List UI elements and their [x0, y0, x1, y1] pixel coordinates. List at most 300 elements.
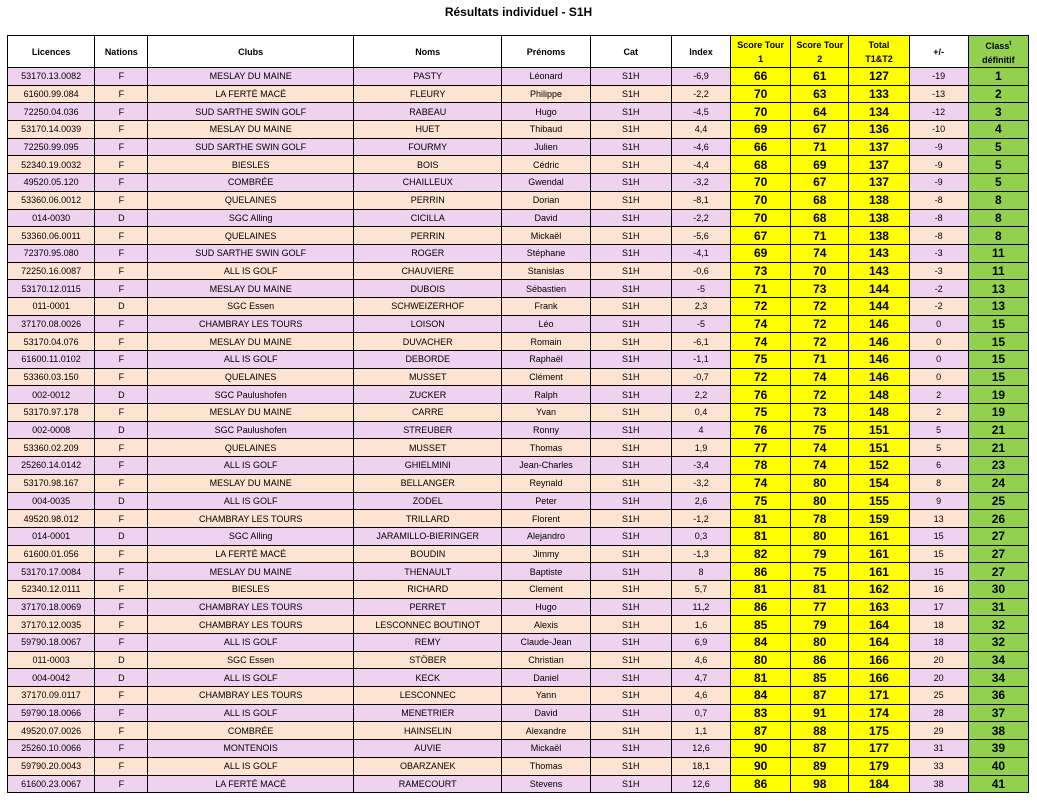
cell-nom: HUET: [353, 121, 501, 139]
header-row: [8, 36, 1029, 68]
cell-licence: 004-0042: [8, 669, 95, 687]
cell-prenom: Romain: [502, 333, 590, 351]
header-class-sup: t: [1009, 40, 1012, 47]
cell-nom: MUSSET: [353, 368, 501, 386]
table-row: [8, 121, 1029, 139]
header-class-line1: Class: [985, 40, 1010, 51]
cell-plus-minus: 25: [909, 687, 968, 705]
cell-total: 138: [849, 227, 909, 245]
cell-cat: S1H: [590, 386, 671, 404]
cell-total: 137: [849, 174, 909, 192]
table-row: [8, 651, 1029, 669]
cell-plus-minus: 0: [909, 368, 968, 386]
cell-classement: 19: [968, 404, 1028, 422]
cell-index: -1,2: [671, 510, 730, 528]
cell-plus-minus: 5: [909, 421, 968, 439]
table-row: [8, 386, 1029, 404]
cell-index: -3,4: [671, 457, 730, 475]
cell-prenom: Clément: [502, 368, 590, 386]
cell-club: QUELAINES: [148, 227, 354, 245]
cell-score-tour-1: 70: [731, 191, 791, 209]
cell-nation: F: [95, 174, 148, 192]
cell-plus-minus: 29: [909, 722, 968, 740]
cell-plus-minus: -2: [909, 280, 968, 298]
cell-licence: 61600.01.056: [8, 545, 95, 563]
cell-licence: 53360.06.0011: [8, 227, 95, 245]
cell-prenom: Stéphane: [502, 244, 590, 262]
cell-index: 0,3: [671, 527, 730, 545]
cell-prenom: David: [502, 704, 590, 722]
cell-plus-minus: 15: [909, 527, 968, 545]
header-prenoms: Prénoms: [502, 36, 590, 68]
cell-club: QUELAINES: [148, 191, 354, 209]
cell-classement: 15: [968, 368, 1028, 386]
cell-nom: LESCONNEC BOUTINOT: [353, 616, 501, 634]
cell-score-tour-2: 75: [791, 421, 849, 439]
results-table: [7, 35, 1029, 793]
cell-nation: F: [95, 262, 148, 280]
cell-prenom: Stanislas: [502, 262, 590, 280]
cell-cat: S1H: [590, 156, 671, 174]
cell-classement: 11: [968, 262, 1028, 280]
cell-prenom: Raphaël: [502, 351, 590, 369]
cell-index: 12,6: [671, 740, 730, 758]
results-body: [8, 68, 1029, 793]
cell-cat: S1H: [590, 563, 671, 581]
cell-cat: S1H: [590, 580, 671, 598]
cell-nation: F: [95, 740, 148, 758]
cell-score-tour-1: 67: [731, 227, 791, 245]
cell-prenom: Cédric: [502, 156, 590, 174]
cell-score-tour-1: 75: [731, 492, 791, 510]
cell-nom: ZUCKER: [353, 386, 501, 404]
cell-score-tour-2: 86: [791, 651, 849, 669]
cell-score-tour-1: 86: [731, 775, 791, 793]
cell-score-tour-1: 82: [731, 545, 791, 563]
cell-index: -5: [671, 280, 730, 298]
cell-total: 161: [849, 563, 909, 581]
cell-prenom: Florent: [502, 510, 590, 528]
cell-cat: S1H: [590, 687, 671, 705]
cell-club: SUD SARTHE SWIN GOLF: [148, 138, 354, 156]
cell-classement: 30: [968, 580, 1028, 598]
cell-score-tour-1: 81: [731, 669, 791, 687]
cell-index: 2,2: [671, 386, 730, 404]
cell-plus-minus: -9: [909, 156, 968, 174]
cell-plus-minus: 2: [909, 404, 968, 422]
cell-index: -5: [671, 315, 730, 333]
table-row: [8, 103, 1029, 121]
cell-licence: 53170.04.076: [8, 333, 95, 351]
cell-prenom: Thomas: [502, 757, 590, 775]
cell-classement: 15: [968, 315, 1028, 333]
cell-classement: 21: [968, 439, 1028, 457]
cell-classement: 2: [968, 85, 1028, 103]
cell-nom: CARRE: [353, 404, 501, 422]
cell-nom: CHAUVIERE: [353, 262, 501, 280]
cell-total: 146: [849, 315, 909, 333]
cell-licence: 72250.99.095: [8, 138, 95, 156]
cell-licence: 37170.12.0035: [8, 616, 95, 634]
cell-plus-minus: -8: [909, 209, 968, 227]
cell-cat: S1H: [590, 103, 671, 121]
cell-licence: 72250.04.036: [8, 103, 95, 121]
cell-classement: 27: [968, 545, 1028, 563]
cell-classement: 40: [968, 757, 1028, 775]
cell-nation: F: [95, 351, 148, 369]
cell-score-tour-2: 74: [791, 368, 849, 386]
cell-index: 4,6: [671, 687, 730, 705]
cell-licence: 52340.12.0111: [8, 580, 95, 598]
cell-index: 2,6: [671, 492, 730, 510]
cell-nation: F: [95, 563, 148, 581]
cell-licence: 49520.07.0026: [8, 722, 95, 740]
cell-total: 164: [849, 634, 909, 652]
cell-licence: 53170.97.178: [8, 404, 95, 422]
cell-score-tour-1: 70: [731, 103, 791, 121]
cell-cat: S1H: [590, 598, 671, 616]
cell-club: CHAMBRAY LES TOURS: [148, 616, 354, 634]
cell-licence: 53170.14.0039: [8, 121, 95, 139]
header-class-line2: définitif: [982, 54, 1015, 65]
cell-score-tour-2: 81: [791, 580, 849, 598]
cell-index: 1,9: [671, 439, 730, 457]
cell-total: 154: [849, 474, 909, 492]
cell-nation: F: [95, 333, 148, 351]
cell-prenom: Thomas: [502, 439, 590, 457]
cell-nom: BOIS: [353, 156, 501, 174]
header-t1-line2: 1: [758, 53, 764, 64]
cell-nation: F: [95, 138, 148, 156]
cell-classement: 32: [968, 616, 1028, 634]
cell-index: -8,1: [671, 191, 730, 209]
cell-cat: S1H: [590, 704, 671, 722]
cell-score-tour-1: 74: [731, 333, 791, 351]
cell-classement: 24: [968, 474, 1028, 492]
cell-score-tour-1: 70: [731, 174, 791, 192]
cell-classement: 5: [968, 156, 1028, 174]
cell-cat: S1H: [590, 616, 671, 634]
cell-index: -2,2: [671, 209, 730, 227]
cell-total: 144: [849, 280, 909, 298]
table-row: [8, 297, 1029, 315]
header-score-tour-2: [791, 36, 849, 68]
cell-licence: 53170.12.0115: [8, 280, 95, 298]
cell-cat: S1H: [590, 421, 671, 439]
cell-total: 148: [849, 404, 909, 422]
cell-index: 4,6: [671, 651, 730, 669]
cell-classement: 21: [968, 421, 1028, 439]
cell-nom: LOISON: [353, 315, 501, 333]
cell-score-tour-2: 80: [791, 527, 849, 545]
header-score-tour-1: [731, 36, 791, 68]
cell-plus-minus: 20: [909, 669, 968, 687]
cell-plus-minus: -3: [909, 244, 968, 262]
cell-licence: 61600.99.084: [8, 85, 95, 103]
cell-index: 4,7: [671, 669, 730, 687]
cell-plus-minus: -19: [909, 68, 968, 86]
table-row: [8, 757, 1029, 775]
header-plus-minus: +/-: [909, 36, 968, 68]
cell-plus-minus: 0: [909, 315, 968, 333]
cell-score-tour-2: 78: [791, 510, 849, 528]
cell-prenom: Ronny: [502, 421, 590, 439]
cell-club: QUELAINES: [148, 439, 354, 457]
cell-club: MESLAY DU MAINE: [148, 333, 354, 351]
cell-prenom: Claude-Jean: [502, 634, 590, 652]
cell-score-tour-2: 67: [791, 121, 849, 139]
cell-plus-minus: 33: [909, 757, 968, 775]
cell-nom: REMY: [353, 634, 501, 652]
cell-total: 162: [849, 580, 909, 598]
cell-score-tour-2: 79: [791, 545, 849, 563]
cell-index: -3,2: [671, 174, 730, 192]
cell-prenom: Peter: [502, 492, 590, 510]
header-t2-line2: 2: [817, 53, 823, 64]
cell-prenom: Hugo: [502, 598, 590, 616]
cell-nation: F: [95, 85, 148, 103]
cell-index: 8: [671, 563, 730, 581]
cell-classement: 15: [968, 351, 1028, 369]
table-row: [8, 474, 1029, 492]
cell-nom: STREUBER: [353, 421, 501, 439]
cell-nom: AUVIE: [353, 740, 501, 758]
table-row: [8, 580, 1029, 598]
cell-index: -4,4: [671, 156, 730, 174]
cell-score-tour-2: 73: [791, 280, 849, 298]
cell-prenom: Thibaud: [502, 121, 590, 139]
cell-licence: 011-0003: [8, 651, 95, 669]
cell-score-tour-1: 74: [731, 315, 791, 333]
cell-nom: DUBOIS: [353, 280, 501, 298]
header-clubs: Clubs: [148, 36, 354, 68]
cell-nation: F: [95, 103, 148, 121]
cell-club: SGC Alling: [148, 209, 354, 227]
cell-index: 2,3: [671, 297, 730, 315]
cell-score-tour-1: 85: [731, 616, 791, 634]
cell-prenom: Frank: [502, 297, 590, 315]
cell-nation: D: [95, 669, 148, 687]
cell-cat: S1H: [590, 740, 671, 758]
cell-total: 143: [849, 262, 909, 280]
cell-club: SGC Paulushofen: [148, 421, 354, 439]
cell-index: -4,6: [671, 138, 730, 156]
table-row: [8, 262, 1029, 280]
cell-cat: S1H: [590, 510, 671, 528]
cell-index: 0,7: [671, 704, 730, 722]
cell-prenom: Daniel: [502, 669, 590, 687]
cell-total: 179: [849, 757, 909, 775]
cell-nom: MUSSET: [353, 439, 501, 457]
cell-cat: S1H: [590, 121, 671, 139]
cell-licence: 002-0008: [8, 421, 95, 439]
cell-cat: S1H: [590, 492, 671, 510]
header-total-line1: Total: [868, 39, 890, 50]
cell-nation: F: [95, 368, 148, 386]
cell-cat: S1H: [590, 368, 671, 386]
cell-cat: S1H: [590, 315, 671, 333]
table-row: [8, 68, 1029, 86]
cell-cat: S1H: [590, 651, 671, 669]
cell-cat: S1H: [590, 68, 671, 86]
table-row: [8, 634, 1029, 652]
cell-nom: RAMECOURT: [353, 775, 501, 793]
cell-score-tour-1: 70: [731, 85, 791, 103]
cell-club: QUELAINES: [148, 368, 354, 386]
cell-score-tour-2: 87: [791, 740, 849, 758]
table-row: [8, 138, 1029, 156]
cell-prenom: Léonard: [502, 68, 590, 86]
cell-nation: F: [95, 244, 148, 262]
cell-licence: 004-0035: [8, 492, 95, 510]
cell-score-tour-1: 86: [731, 598, 791, 616]
cell-score-tour-1: 90: [731, 757, 791, 775]
table-row: [8, 421, 1029, 439]
cell-licence: 59790.18.0067: [8, 634, 95, 652]
cell-plus-minus: 28: [909, 704, 968, 722]
cell-nation: D: [95, 527, 148, 545]
cell-nation: F: [95, 722, 148, 740]
cell-licence: 53360.02.209: [8, 439, 95, 457]
cell-prenom: Gwendal: [502, 174, 590, 192]
cell-cat: S1H: [590, 722, 671, 740]
cell-cat: S1H: [590, 174, 671, 192]
cell-cat: S1H: [590, 85, 671, 103]
cell-nation: F: [95, 315, 148, 333]
cell-total: 134: [849, 103, 909, 121]
cell-club: CHAMBRAY LES TOURS: [148, 687, 354, 705]
cell-plus-minus: 2: [909, 386, 968, 404]
cell-prenom: Alejandro: [502, 527, 590, 545]
cell-total: 166: [849, 669, 909, 687]
cell-total: 138: [849, 191, 909, 209]
cell-cat: S1H: [590, 297, 671, 315]
cell-total: 171: [849, 687, 909, 705]
cell-index: 0,4: [671, 404, 730, 422]
cell-club: ALL IS GOLF: [148, 669, 354, 687]
cell-plus-minus: 5: [909, 439, 968, 457]
table-row: [8, 510, 1029, 528]
table-row: [8, 85, 1029, 103]
cell-index: 6,9: [671, 634, 730, 652]
cell-nation: D: [95, 421, 148, 439]
cell-plus-minus: 20: [909, 651, 968, 669]
cell-licence: 37170.08.0026: [8, 315, 95, 333]
cell-licence: 49520.05.120: [8, 174, 95, 192]
cell-licence: 37170.18.0069: [8, 598, 95, 616]
header-index: Index: [671, 36, 730, 68]
cell-nom: ROGER: [353, 244, 501, 262]
header-t2-line1: Score Tour: [796, 39, 844, 50]
cell-licence: 37170.09.0117: [8, 687, 95, 705]
table-row: [8, 669, 1029, 687]
cell-nom: KECK: [353, 669, 501, 687]
table-row: [8, 191, 1029, 209]
cell-plus-minus: 9: [909, 492, 968, 510]
header-cat: Cat: [590, 36, 671, 68]
cell-total: 133: [849, 85, 909, 103]
cell-nom: MENETRIER: [353, 704, 501, 722]
cell-score-tour-2: 61: [791, 68, 849, 86]
cell-classement: 27: [968, 527, 1028, 545]
cell-score-tour-2: 73: [791, 404, 849, 422]
cell-cat: S1H: [590, 333, 671, 351]
cell-club: ALL IS GOLF: [148, 757, 354, 775]
cell-score-tour-2: 72: [791, 315, 849, 333]
cell-total: 151: [849, 421, 909, 439]
cell-score-tour-2: 89: [791, 757, 849, 775]
cell-plus-minus: 16: [909, 580, 968, 598]
cell-score-tour-1: 68: [731, 156, 791, 174]
cell-nation: F: [95, 634, 148, 652]
cell-nom: BELLANGER: [353, 474, 501, 492]
cell-licence: 002-0012: [8, 386, 95, 404]
header-t1-line1: Score Tour: [737, 39, 785, 50]
cell-cat: S1H: [590, 262, 671, 280]
cell-plus-minus: 0: [909, 333, 968, 351]
table-row: [8, 687, 1029, 705]
cell-classement: 34: [968, 651, 1028, 669]
cell-classement: 13: [968, 280, 1028, 298]
cell-classement: 5: [968, 174, 1028, 192]
cell-index: 11,2: [671, 598, 730, 616]
cell-cat: S1H: [590, 669, 671, 687]
cell-nation: F: [95, 757, 148, 775]
cell-score-tour-1: 87: [731, 722, 791, 740]
cell-prenom: Christian: [502, 651, 590, 669]
cell-total: 146: [849, 368, 909, 386]
cell-score-tour-1: 69: [731, 244, 791, 262]
table-row: [8, 616, 1029, 634]
cell-licence: 53170.98.167: [8, 474, 95, 492]
cell-index: 18,1: [671, 757, 730, 775]
cell-index: 1,6: [671, 616, 730, 634]
cell-classement: 1: [968, 68, 1028, 86]
cell-licence: 25260.10.0066: [8, 740, 95, 758]
cell-total: 127: [849, 68, 909, 86]
cell-score-tour-2: 75: [791, 563, 849, 581]
cell-prenom: Alexis: [502, 616, 590, 634]
table-row: [8, 209, 1029, 227]
table-row: [8, 315, 1029, 333]
cell-score-tour-2: 85: [791, 669, 849, 687]
cell-total: 161: [849, 545, 909, 563]
header-nations: Nations: [95, 36, 148, 68]
table-row: [8, 156, 1029, 174]
cell-score-tour-2: 64: [791, 103, 849, 121]
table-row: [8, 563, 1029, 581]
cell-score-tour-1: 86: [731, 563, 791, 581]
cell-prenom: Yann: [502, 687, 590, 705]
cell-classement: 31: [968, 598, 1028, 616]
cell-nom: OBARZANEK: [353, 757, 501, 775]
cell-club: LA FERTÉ MACÉ: [148, 775, 354, 793]
cell-score-tour-2: 69: [791, 156, 849, 174]
cell-classement: 41: [968, 775, 1028, 793]
cell-cat: S1H: [590, 244, 671, 262]
table-row: [8, 368, 1029, 386]
cell-nation: D: [95, 386, 148, 404]
cell-nom: DUVACHER: [353, 333, 501, 351]
table-row: [8, 545, 1029, 563]
cell-classement: 34: [968, 669, 1028, 687]
table-row: [8, 775, 1029, 793]
header-total-line2: T1&T2: [865, 53, 893, 64]
cell-prenom: Sébastien: [502, 280, 590, 298]
cell-total: 146: [849, 351, 909, 369]
cell-prenom: Jimmy: [502, 545, 590, 563]
cell-score-tour-2: 72: [791, 333, 849, 351]
